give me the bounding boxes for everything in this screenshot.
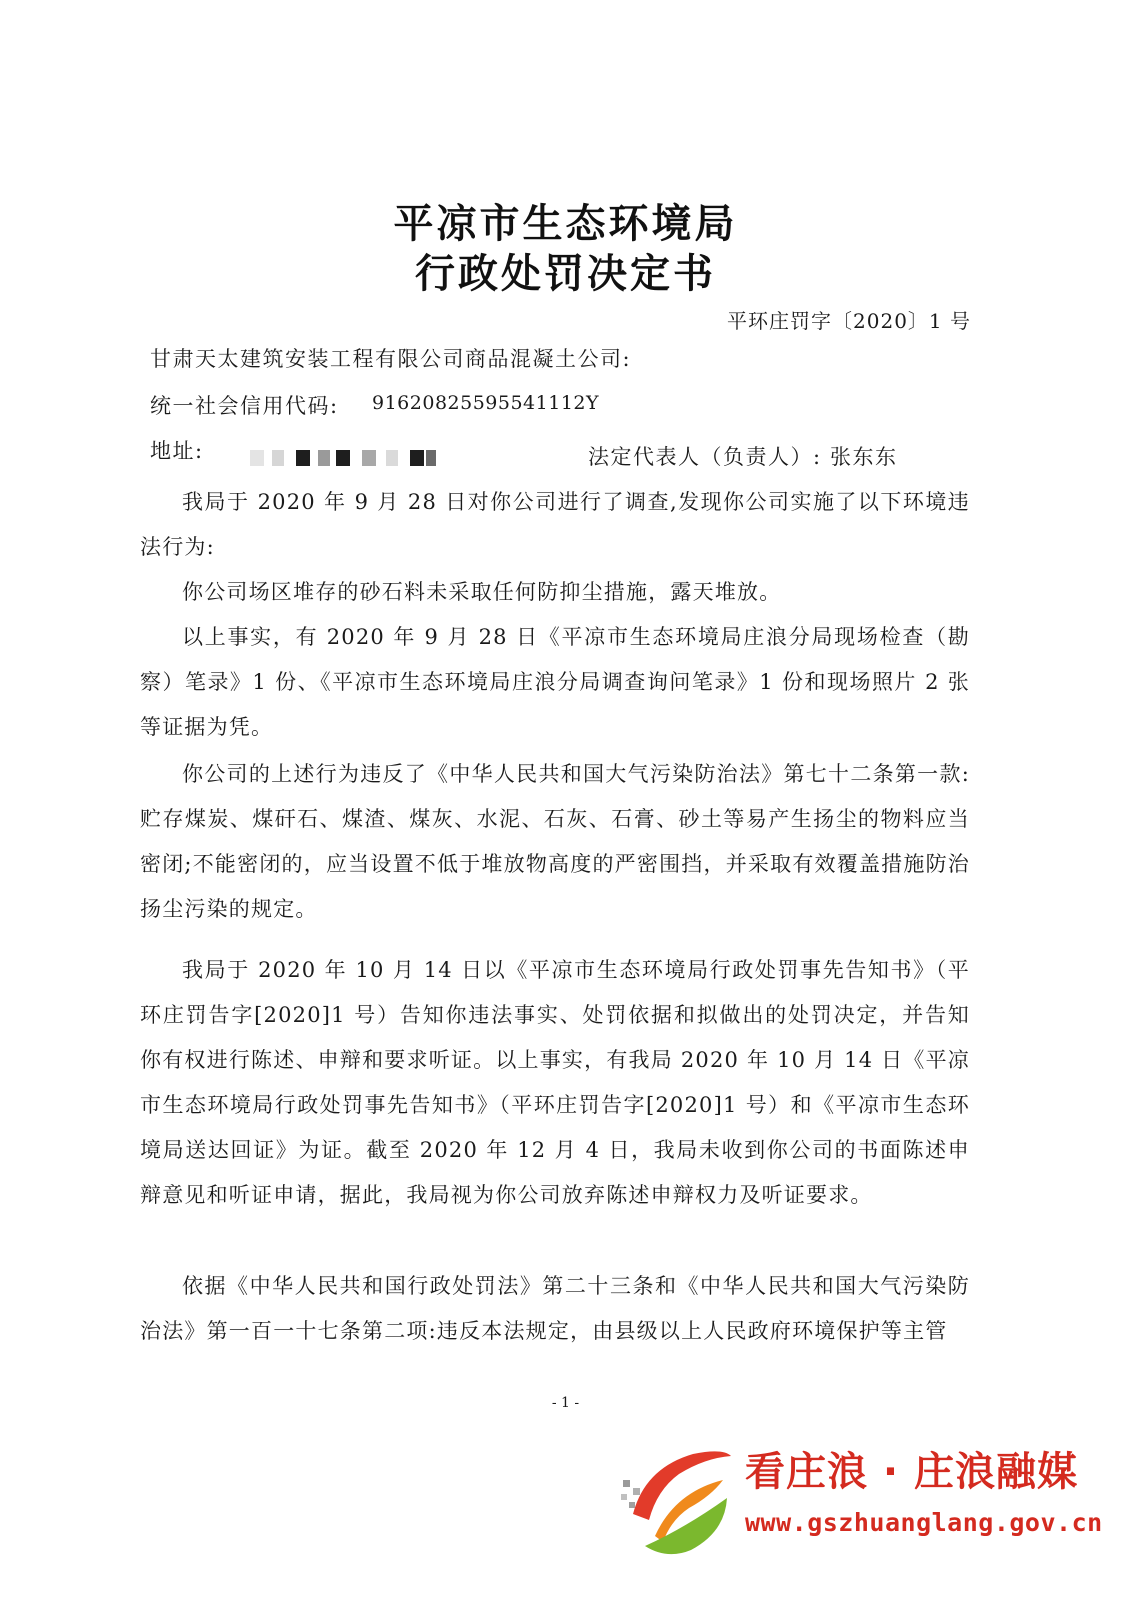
paragraph-notification: 我局于 2020 年 10 月 14 日以《平凉市生态环境局行政处罚事先告知书》（平环庄罚告字[2020]1 号）告知你违法事实、处罚依据和拟做出的处罚决定，并告知你有权进行陈述、申辩和要求听证。以上事实，有我局 2020 年 10 月 14 日《平凉市生态环境局行政处罚事先告知书》（平环庄罚告字[2020]1 号）和《平凉市生态环境局送达回证》为证。截至 2020 年 12 月 4 日，我局未收到你公司的书面陈述申辩意见和听证申请，据此，我局视为你公司放弃陈述申辩权力及听证要求。 (140, 958, 970, 1207)
paragraph-legal-basis: 你公司的上述行为违反了《中华人民共和国大气污染防治法》第七十二条第一款:贮存煤炭、煤矸石、煤渣、煤灰、水泥、石灰、石膏、砂土等易产生扬尘的物料应当密闭;不能密闭的，应当设置不低于堆放物高度的严密围挡，并采取有效覆盖措施防治扬尘污染的规定。 (140, 762, 970, 921)
legal-representative-label: 法定代表人（负责人）: (588, 445, 822, 469)
address-redaction (296, 450, 310, 466)
address-redaction (250, 450, 264, 466)
address-redaction (362, 450, 376, 466)
address-label: 地址: (150, 439, 204, 463)
address-redaction (272, 450, 284, 466)
party-name: 甘肃天太建筑安装工程有限公司商品混凝土公司: (150, 347, 632, 371)
address-redaction (410, 450, 424, 466)
address-redaction (318, 450, 330, 466)
media-logo-icon (615, 1428, 735, 1558)
credit-code-value: 91620825595541112Y (372, 392, 600, 414)
paragraph-investigation: 我局于 2020 年 9 月 28 日对你公司进行了调查,发现你公司实施了以下环境违法行为: (140, 490, 970, 559)
paragraph-evidence: 以上事实，有 2020 年 9 月 28 日《平凉市生态环境局庄浪分局现场检查（勘察）笔录》1 份、《平凉市生态环境局庄浪分局调查询问笔录》1 份和现场照片 2 张等证据为凭。 (140, 625, 970, 739)
paragraph-penalty-basis: 依据《中华人民共和国行政处罚法》第二十三条和《中华人民共和国大气污染防治法》第一百一十七条第二项:违反本法规定，由县级以上人民政府环境保护等主管 (140, 1274, 970, 1343)
address-redaction (336, 450, 350, 466)
document-number: 平环庄罚字〔2020〕1 号 (727, 309, 971, 333)
document-title-agency: 平凉市生态环境局 (393, 201, 738, 247)
document-title-type: 行政处罚决定书 (415, 251, 716, 297)
address-redaction (386, 450, 398, 466)
watermark-url: www.gszhuanglang.gov.cn (745, 1508, 1103, 1537)
watermark-brand: 看庄浪 · 庄浪融媒 (745, 1449, 1079, 1495)
legal-representative-name: 张东东 (830, 445, 898, 469)
page-number: - 1 - (551, 1395, 580, 1411)
address-redaction (426, 450, 436, 466)
credit-code-label: 统一社会信用代码: (150, 394, 339, 418)
paragraph-violation: 你公司场区堆存的砂石料未采取任何防抑尘措施，露天堆放。 (182, 580, 782, 604)
